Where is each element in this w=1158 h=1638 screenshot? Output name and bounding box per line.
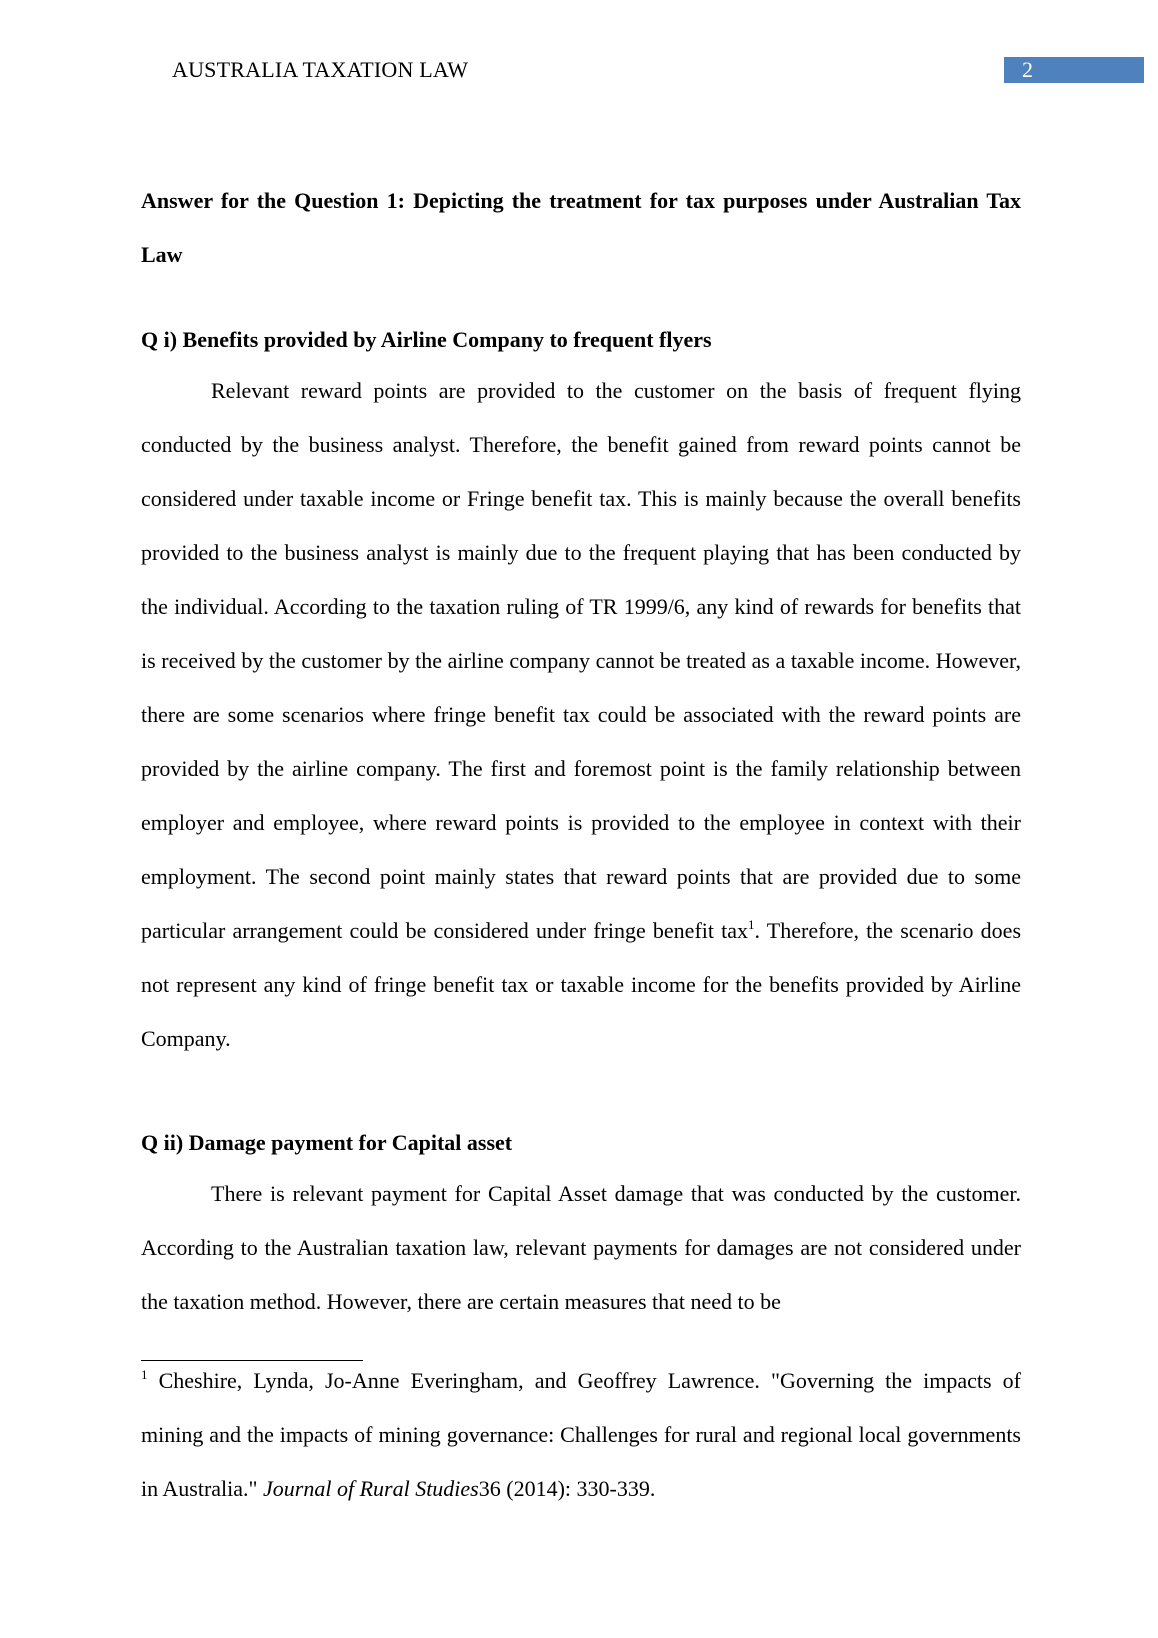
footnote-marker: 1 xyxy=(141,1367,148,1382)
section-body-q1-text: Relevant reward points are provided to the customer on the basis of frequent flying conducted by the business analyst. Therefore, the benefit gained from reward points cannot be considered under taxable income or Fringe benefit tax. This is mainly because the overall benefits provided to the business analyst is mainly due to the frequent playing that has been conducted by the individual. According to the taxation ruling of TR 1999/6, any kind of rewards for benefits that is received by the customer by the airline company cannot be treated as a taxable income. However, there are some scenarios where fringe benefit tax could be associated with the reward points are provided by the airline company. The first and foremost point is the family relationship between employer and employee, where reward points is provided to the employee in context with their employment. The second point mainly states that reward points that are provided due to some particular arrangement could be considered under fringe benefit tax xyxy=(141,378,1021,943)
footnote-journal: Journal of Rural Studies xyxy=(263,1476,479,1501)
page-number-badge xyxy=(1004,57,1144,83)
section-title-q2: Q ii) Damage payment for Capital asset xyxy=(141,1130,513,1155)
section-body-q1-text-continued: . Therefore, the scenario does not represent any kind of fringe benefit tax or taxable income for the benefits provided by Airline Company. xyxy=(141,918,1022,1051)
footnote-reference[interactable]: 1 xyxy=(748,917,755,932)
running-header-title: AUSTRALIA TAXATION LAW xyxy=(172,57,469,82)
section-body-q2 xyxy=(141,1167,1021,1329)
page-number: 2 xyxy=(1022,57,1033,82)
footnote-citation: 36 (2014): 330-339. xyxy=(478,1476,656,1501)
section-body-q1 xyxy=(141,364,1021,1066)
section-body-q2-text: There is relevant payment for Capital Asset damage that was conducted by the customer. According to the Australian taxation law, relevant payments for damages are not considered under the taxation method. However, there are certain measures that need to be xyxy=(141,1181,1021,1314)
footnote-text: Cheshire, Lynda, Jo-Anne Everingham, and Geoffrey Lawrence. "Governing the impacts of mining and the impacts of mining governance: Challenges for rural and regional local governments in Australia." xyxy=(141,1368,1021,1501)
question-heading: Answer for the Question 1: Depicting the treatment for tax purposes under Australian Tax Law xyxy=(141,188,1021,267)
footnote xyxy=(141,1354,1021,1516)
section-title-q1: Q i) Benefits provided by Airline Company to frequent flyers xyxy=(141,327,712,352)
